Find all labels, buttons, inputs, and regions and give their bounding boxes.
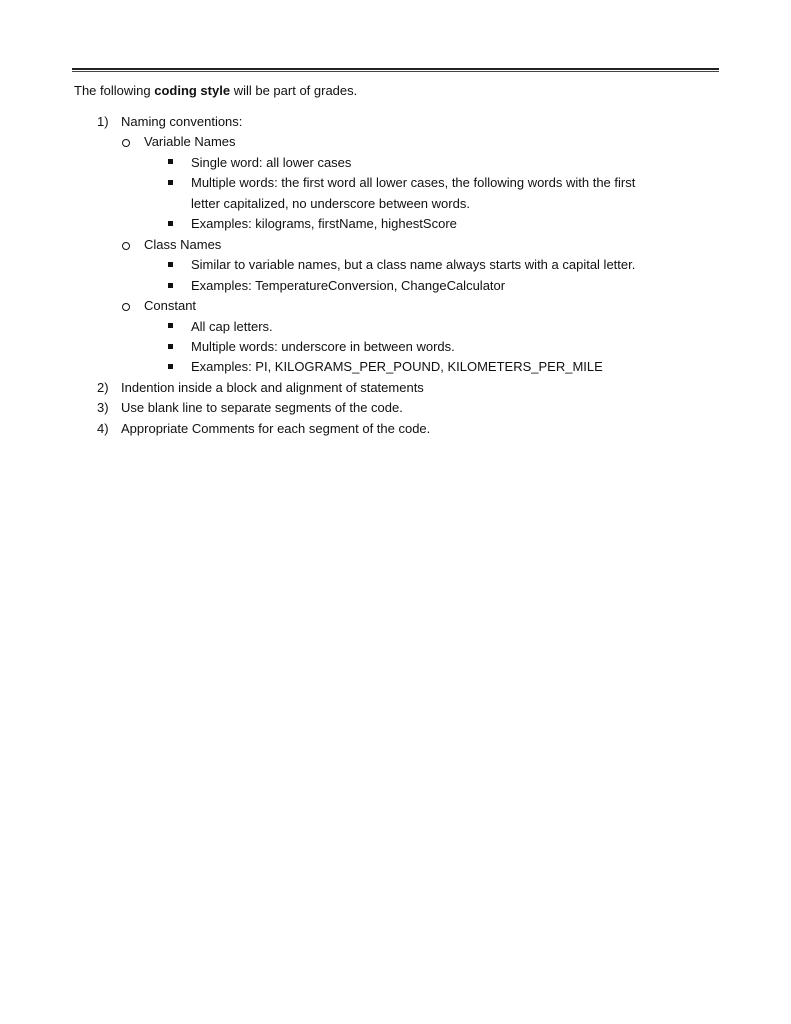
list-item-comments: Appropriate Comments for each segment of the code.: [121, 421, 431, 436]
square-bullet-icon: [168, 262, 173, 267]
square-bullet-icon: [168, 180, 173, 185]
list-marker-3: 3): [97, 400, 109, 415]
list-item-naming-conventions: Naming conventions:: [121, 114, 243, 129]
sublist-constant: Constant: [144, 298, 197, 313]
header-rule: [72, 68, 719, 70]
list-item-blank-line: Use blank line to separate segments of the code.: [121, 400, 403, 415]
intro-bold-text: coding style: [154, 83, 231, 98]
circle-bullet-icon: [122, 242, 130, 250]
sublist-variable-names: Variable Names: [144, 134, 236, 149]
square-bullet-icon: [168, 323, 173, 328]
list-marker-1: 1): [97, 114, 109, 129]
header-rule-thin: [72, 71, 719, 72]
circle-bullet-icon: [122, 139, 130, 147]
square-bullet-icon: [168, 159, 173, 164]
list-marker-2: 2): [97, 380, 109, 395]
list-item-indention: Indention inside a block and alignment of statements: [121, 380, 424, 395]
sublist-class-names: Class Names: [144, 237, 222, 252]
intro-paragraph: [74, 83, 357, 99]
bullet-constant-examples: Examples: PI, KILOGRAMS_PER_POUND, KILOMETERS_PER_MILE: [191, 359, 603, 374]
bullet-underscore: Multiple words: underscore in between words.: [191, 339, 455, 354]
list-marker-4: 4): [97, 421, 109, 436]
bullet-class-similar: Similar to variable names, but a class name always starts with a capital letter.: [191, 257, 636, 272]
square-bullet-icon: [168, 221, 173, 226]
square-bullet-icon: [168, 364, 173, 369]
bullet-multiple-words-line1: Multiple words: the first word all lower cases, the following words with the first: [191, 175, 636, 190]
intro-text-before: The following: [74, 83, 155, 98]
square-bullet-icon: [168, 283, 173, 288]
square-bullet-icon: [168, 344, 173, 349]
bullet-multiple-words-line2: letter capitalized, no underscore between words.: [191, 196, 470, 211]
bullet-all-cap: All cap letters.: [191, 319, 273, 334]
bullet-single-word: Single word: all lower cases: [191, 155, 352, 170]
circle-bullet-icon: [122, 303, 130, 311]
bullet-class-examples: Examples: TemperatureConversion, ChangeCalculator: [191, 278, 506, 293]
bullet-variable-examples: Examples: kilograms, firstName, highestScore: [191, 216, 457, 231]
intro-text-after: will be part of grades.: [230, 83, 358, 98]
